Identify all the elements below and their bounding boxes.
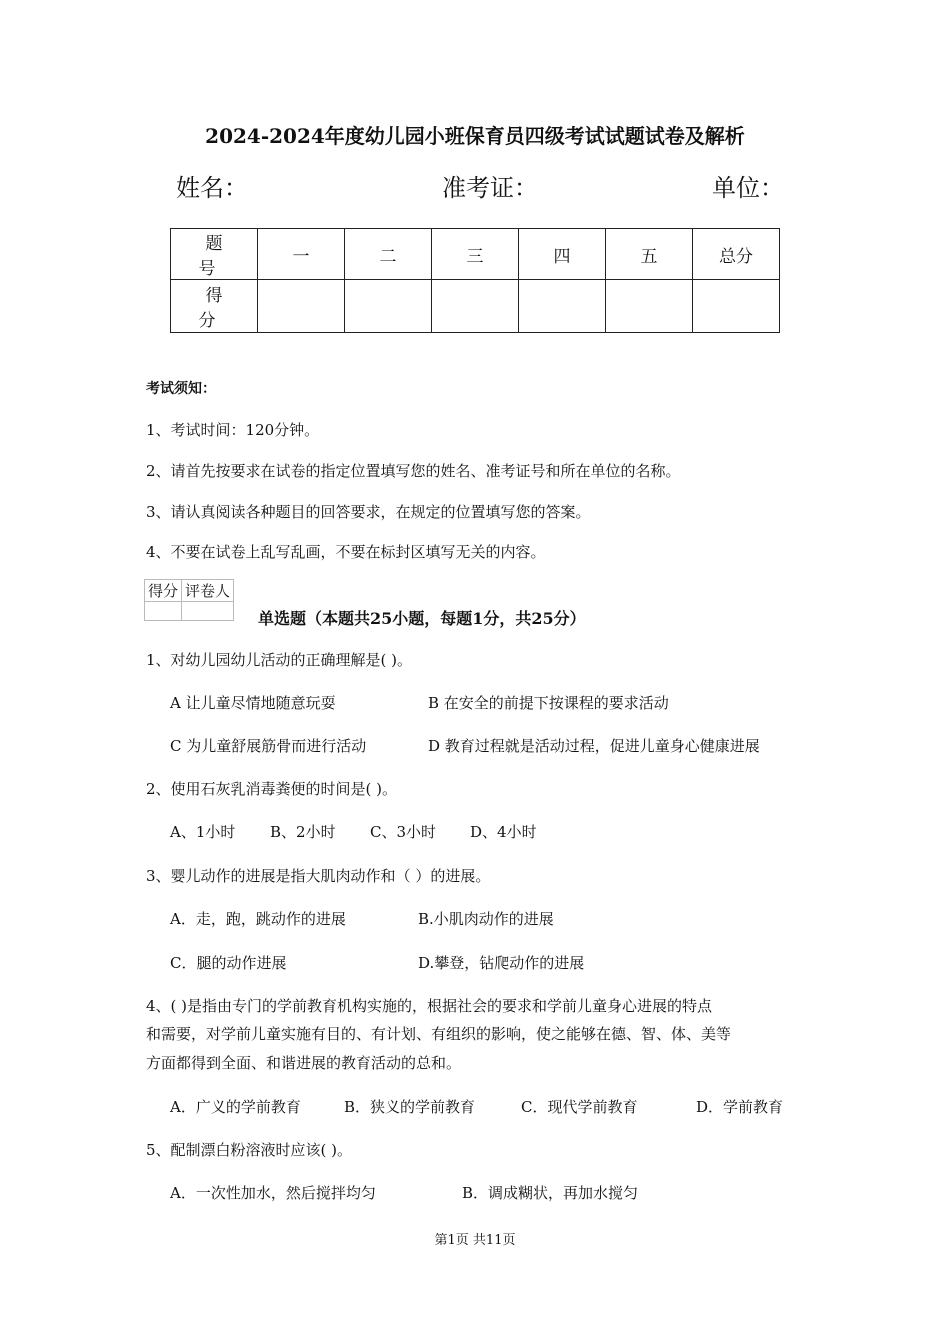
question-option: D．学前教育 (696, 1098, 784, 1116)
section-title: 单选题（本题共25小题，每题1分，共25分） (258, 609, 586, 628)
question-option: C．腿的动作进展 (170, 954, 287, 972)
notice-heading: 考试须知： (146, 381, 216, 397)
question-stem: 2、使用石灰乳消毒粪便的时间是( )。 (146, 780, 398, 798)
question-option: A、1小时 (170, 823, 236, 841)
question-stem: 1、对幼儿园幼儿活动的正确理解是( )。 (146, 651, 413, 669)
score-table-header-cell: 总分 (693, 229, 780, 280)
unit-label: 单位： (712, 174, 784, 202)
notice-item: 1、考试时间：120分钟。 (146, 421, 320, 439)
score-cell[interactable] (519, 280, 606, 333)
question-stem: 方面都得到全面、和谐进展的教育活动的总和。 (146, 1054, 462, 1072)
score-table-header-cell: 五 (606, 229, 693, 280)
question-option: B．狭义的学前教育 (344, 1098, 476, 1116)
page-title: 2024-2024年度幼儿园小班保育员四级考试试题试卷及解析 (205, 124, 745, 148)
page-footer: 第1页 共11页 (434, 1233, 516, 1248)
score-table-header-cell: 四 (519, 229, 606, 280)
score-table-header-row (171, 229, 780, 280)
question-option: D、4小时 (470, 823, 537, 841)
question-option: A 让儿童尽情地随意玩耍 (170, 694, 336, 712)
notice-item: 3、请认真阅读各种题目的回答要求，在规定的位置填写您的答案。 (146, 503, 591, 521)
question-option: B．调成糊状，再加水搅匀 (462, 1184, 639, 1202)
exam-id-label: 准考证： (442, 174, 538, 202)
score-table-header-cell: 三 (432, 229, 519, 280)
score-table-header-cell: 一 (258, 229, 345, 280)
score-table (170, 228, 780, 333)
grader-box-score-label: 得分 (145, 580, 182, 602)
question-stem: 3、婴儿动作的进展是指大肌肉动作和（ ）的进展。 (146, 867, 491, 885)
notice-item: 4、不要在试卷上乱写乱画，不要在标封区填写无关的内容。 (146, 543, 546, 561)
question-stem: 和需要，对学前儿童实施有目的、有计划、有组织的影响，使之能够在德、智、体、美等 (146, 1025, 732, 1043)
score-cell[interactable] (606, 280, 693, 333)
question-option: A．走，跑，跳动作的进展 (170, 910, 346, 928)
score-table-header-cell: 题 号 (171, 229, 258, 280)
name-label: 姓名： (176, 174, 248, 202)
question-option: C 为儿童舒展筋骨而进行活动 (170, 737, 367, 755)
score-cell[interactable] (345, 280, 432, 333)
score-row-label: 得 分 (171, 280, 258, 333)
question-option: A．一次性加水，然后搅拌均匀 (170, 1184, 376, 1202)
grader-box-grader-label: 评卷人 (182, 580, 234, 602)
question-option: C．现代学前教育 (521, 1098, 638, 1116)
question-option: B 在安全的前提下按课程的要求活动 (428, 694, 669, 712)
question-stem: 5、配制漂白粉溶液时应该( )。 (146, 1141, 353, 1159)
question-option: A．广义的学前教育 (170, 1098, 301, 1116)
grader-box-score-cell[interactable] (145, 602, 182, 621)
score-cell[interactable] (258, 280, 345, 333)
question-option: C、3小时 (370, 823, 437, 841)
score-cell[interactable] (693, 280, 780, 333)
grader-box (144, 579, 234, 621)
question-option: D.攀登，钻爬动作的进展 (418, 954, 585, 972)
question-option: D 教育过程就是活动过程，促进儿童身心健康进展 (428, 737, 760, 755)
grader-box-grader-cell[interactable] (182, 602, 234, 621)
score-cell[interactable] (432, 280, 519, 333)
score-table-header-cell: 二 (345, 229, 432, 280)
score-table-score-row (171, 280, 780, 333)
notice-item: 2、请首先按要求在试卷的指定位置填写您的姓名、准考证号和所在单位的名称。 (146, 462, 681, 480)
question-stem: 4、( )是指由专门的学前教育机构实施的，根据社会的要求和学前儿童身心进展的特点 (146, 997, 713, 1015)
question-option: B.小肌肉动作的进展 (418, 910, 554, 928)
question-option: B、2小时 (270, 823, 336, 841)
